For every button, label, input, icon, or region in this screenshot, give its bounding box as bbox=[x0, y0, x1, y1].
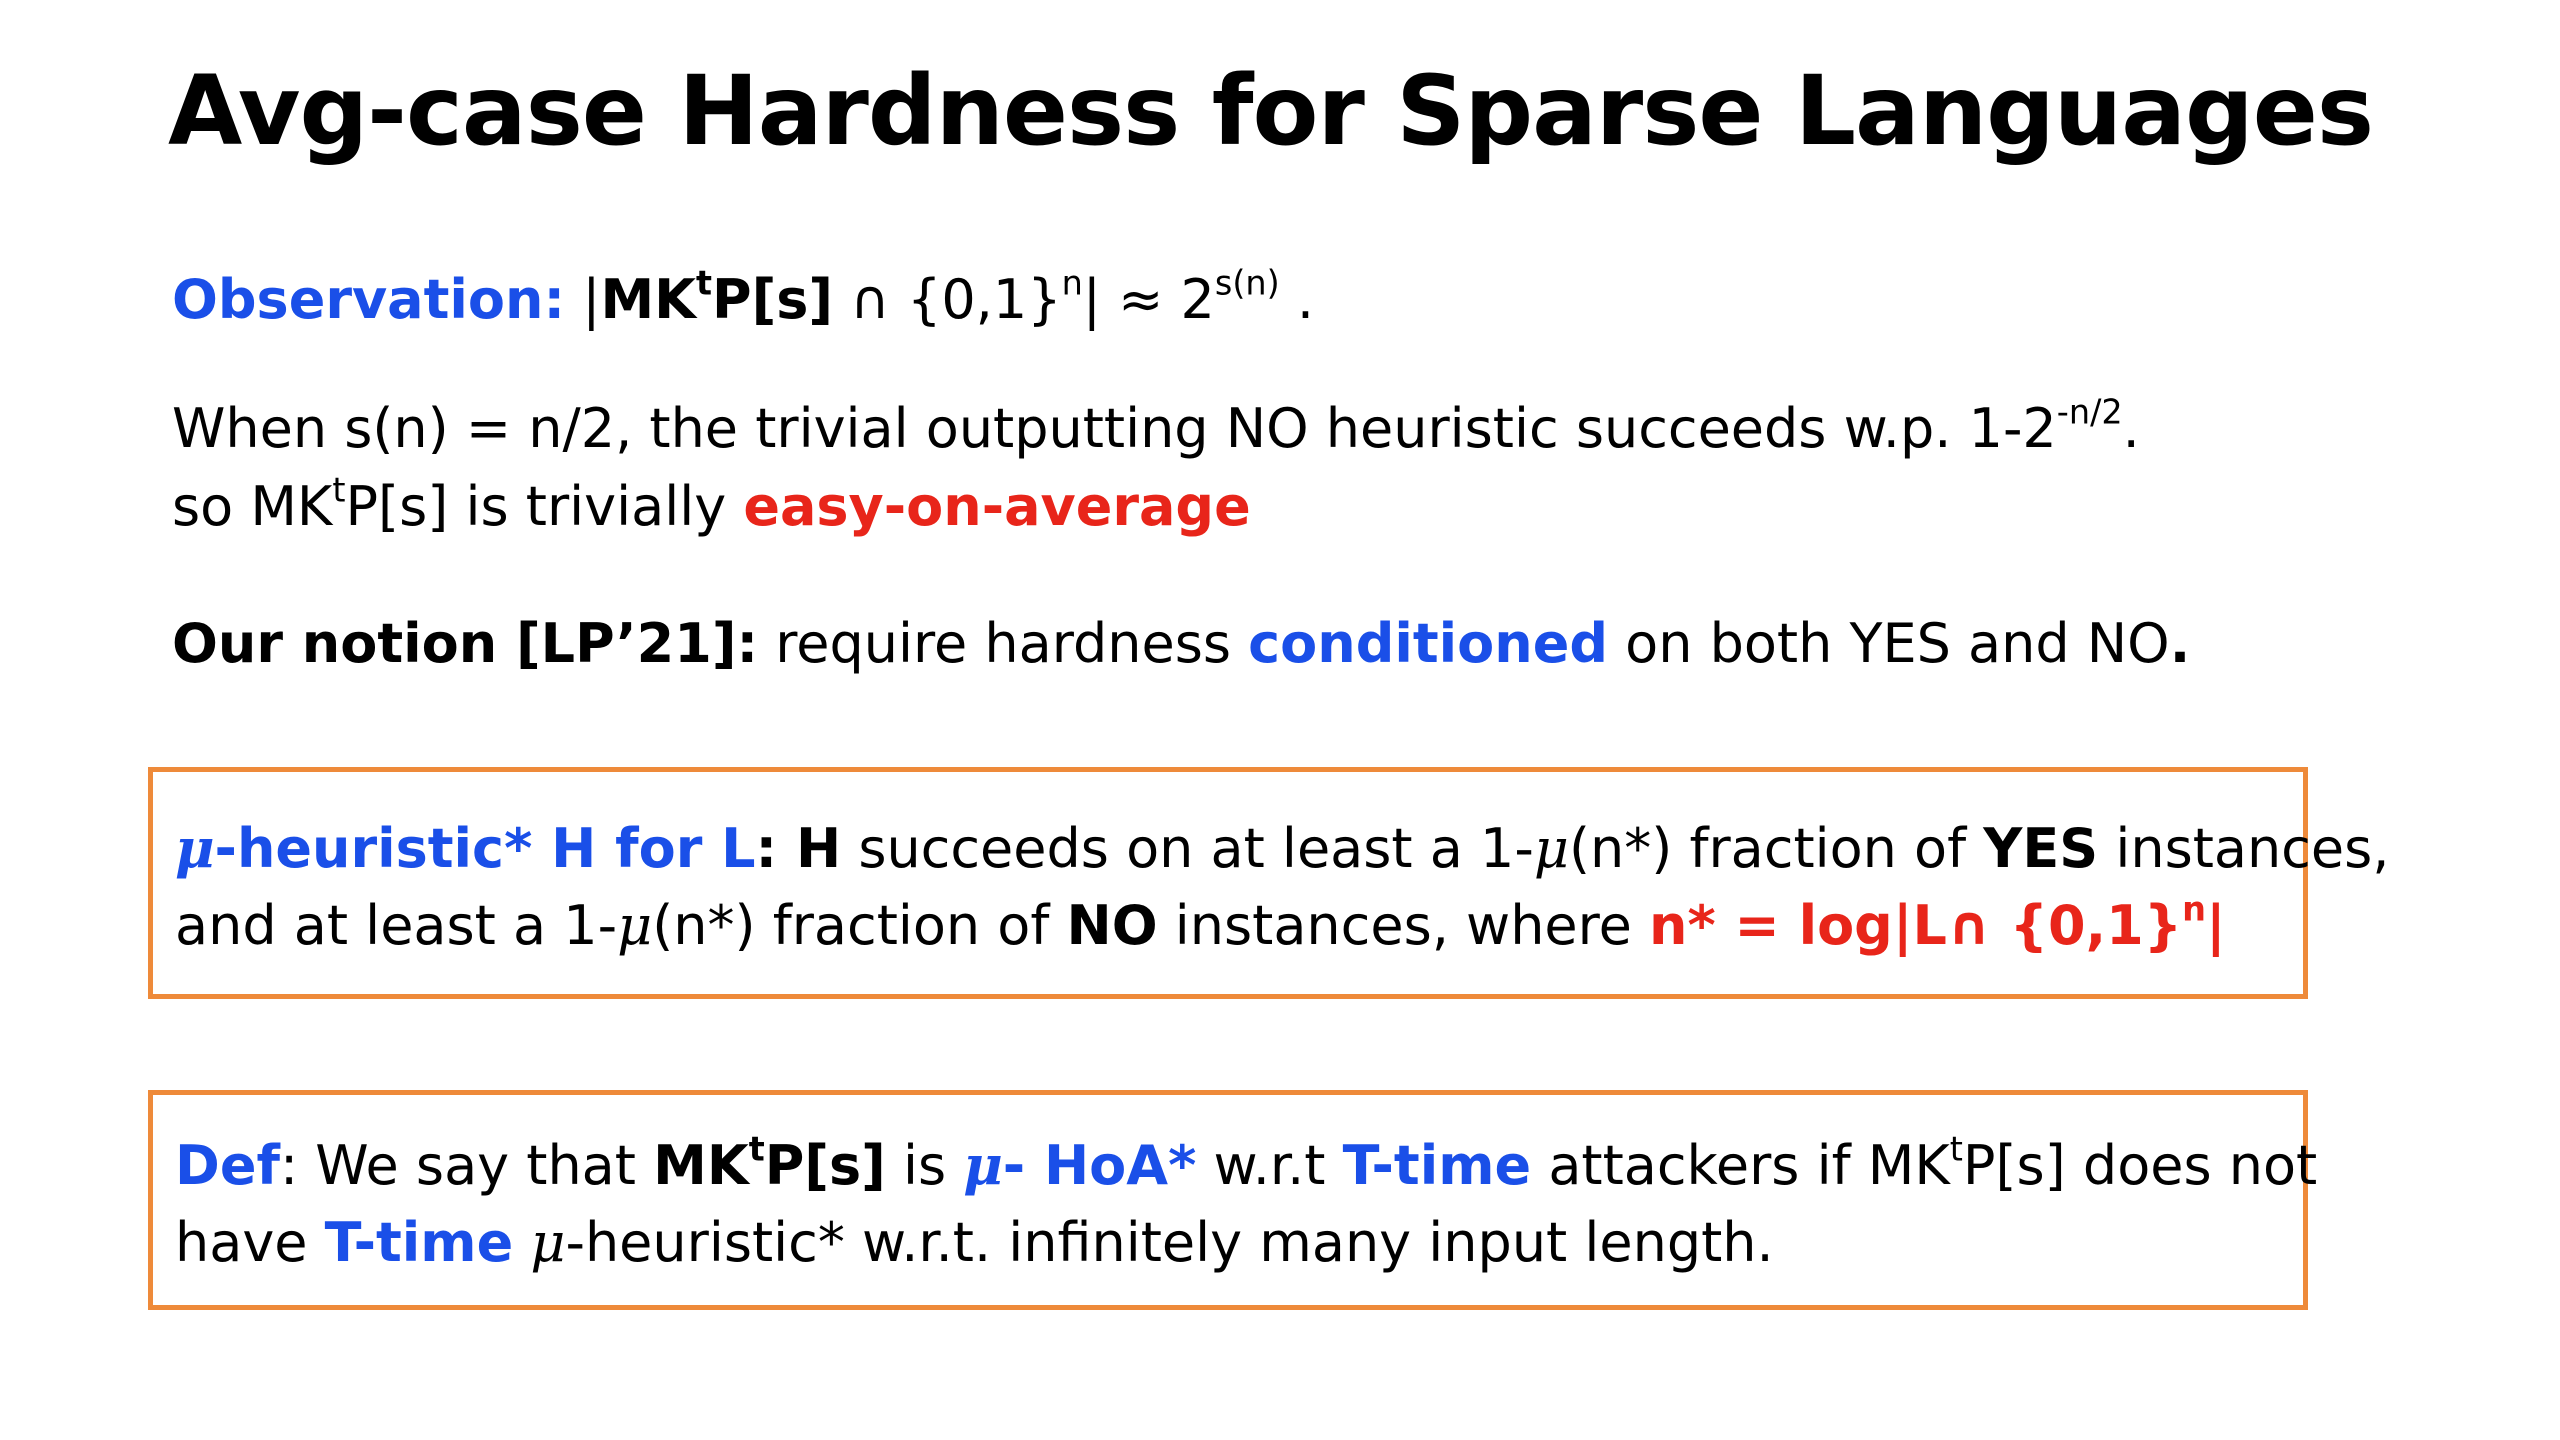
so-sup: t bbox=[332, 470, 346, 510]
t-time-term-2: T-time bbox=[324, 1211, 514, 1274]
conditioned-highlight: conditioned bbox=[1248, 612, 1608, 675]
def-mktps: $MK^tP[s]$ bbox=[653, 1129, 886, 1197]
so-mid: P[s] is trivially bbox=[345, 475, 744, 538]
def-line-1: Def: We say that $MK^tP[s]$ is μ- HoA* w.r.t T-time attackers if $MK^tP[s]$ does not bbox=[175, 1129, 2318, 1197]
heuristic-line-2: and at least a 1-μ(n*) fraction of NO instances, where n* = log|L∩ $\{0,1\}^n|$ bbox=[175, 889, 2226, 957]
observation-mktps: $MK^tP[s]$ bbox=[600, 263, 834, 331]
slide-title: Avg-case Hardness for Sparse Languages bbox=[168, 55, 2373, 167]
notion-pre: require hardness bbox=[758, 612, 1249, 675]
no-word: NO bbox=[1066, 894, 1158, 957]
observation-cap: ∩ {0,1} bbox=[833, 268, 1062, 331]
easy-on-average-highlight: easy-on-average bbox=[743, 475, 1251, 538]
when-text: When s(n) = n/2, the trivial outputting NO heuristic succeeds w.p. 1-2 bbox=[172, 397, 2057, 460]
observation-line bbox=[172, 263, 1315, 331]
when-exp: -n/2 bbox=[2056, 392, 2123, 432]
when-line bbox=[172, 392, 2140, 460]
observation-rest: | ≈ 2 bbox=[1082, 268, 1215, 331]
notion-post: on both YES and NO bbox=[1608, 612, 2170, 675]
notion-label: Our notion [LP’21]: bbox=[172, 612, 759, 675]
heuristic-label: μ-heuristic* H for L bbox=[175, 816, 756, 880]
notion-line bbox=[172, 612, 2190, 675]
observation-label: Observation: bbox=[172, 268, 566, 331]
heuristic-definition-box bbox=[148, 767, 2390, 999]
nstar-formula: n* = log|L∩ $\{0,1\}^n|$ bbox=[1649, 889, 2226, 957]
observation-end: . bbox=[1279, 268, 1315, 331]
hoa-definition-box bbox=[148, 1090, 2318, 1310]
notion-end: . bbox=[2169, 612, 2191, 675]
observation-cap-sup: n bbox=[1061, 263, 1083, 303]
yes-word: YES bbox=[1983, 817, 2099, 880]
def-line-2: have T-time μ-heuristic* w.r.t. infinitely many input length. bbox=[175, 1211, 1774, 1274]
mu-hoa-term: μ- HoA* bbox=[963, 1133, 1197, 1197]
observation-exp: s(n) bbox=[1214, 263, 1280, 303]
so-line bbox=[172, 470, 1251, 538]
def-label: Def bbox=[175, 1134, 280, 1197]
heuristic-line-1: μ-heuristic* H for L: H succeeds on at least a 1-μ(n*) fraction of YES instances, bbox=[175, 816, 2390, 880]
t-time-term: T-time bbox=[1342, 1134, 1532, 1197]
so-pre: so MK bbox=[172, 475, 333, 538]
when-end: . bbox=[2122, 397, 2140, 460]
observation-bar: | bbox=[582, 268, 601, 331]
